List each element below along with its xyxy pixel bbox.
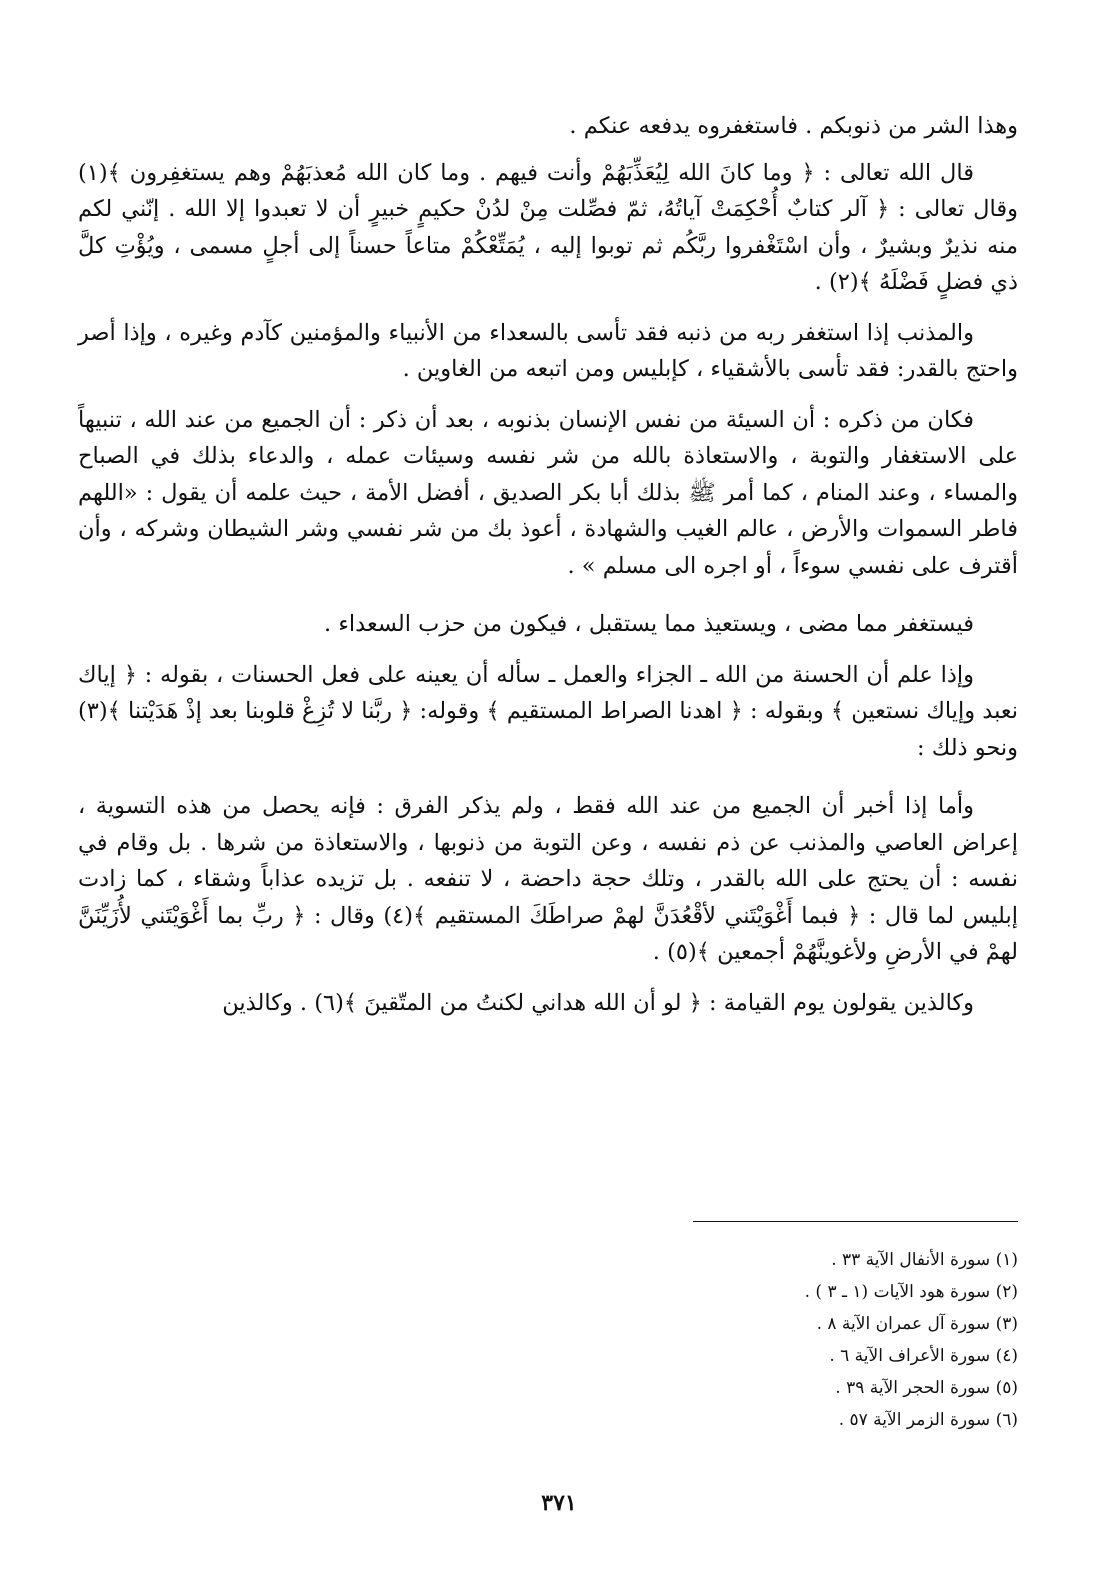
footnotes <box>318 1244 1018 1436</box>
footnote: (٦) سورة الزمر الآية ٥٧ . <box>838 1410 1018 1430</box>
footnote: (٤) سورة الأعراف الآية ٦ . <box>829 1346 1018 1366</box>
footnote: (٣) سورة آل عمران الآية ٨ . <box>816 1314 1018 1334</box>
paragraph: وإذا علم أن الحسنة من الله ـ الجزاء والعمل ـ سأله أن يعينه على فعل الحسنات ، بقوله : ﴿ إياك نعبد وإياك نستعين ﴾ وبقوله : ﴿ اهدنا الصراط المستقيم ﴾ وقوله: ﴿ ربَّنا لا تُزِغْ قلوبنا بعد إذْ هَدَيْتنا ﴾(٣) ونحو ذلك : <box>78 661 1018 761</box>
paragraph: وأما إذا أخبر أن الجميع من عند الله فقط ، ولم يذكر الفرق : فإنه يحصل من هذه التسوية ، إعراض العاصي والمذنب عن ذم نفسه ، وعن التوبة من ذنوبها ، والاستعاذة من شرها . بل وقام في نفسه : أن يحتج على الله بالقدر ، وتلك حجة داحضة ، لا تنفعه . بل تزيده عذاباً وشقاء ، كما زادت إبليس لما قال : ﴿ فبما أَغْوَيْتَني لأقْعُدَنَّ لهمْ صراطَكَ المستقيم ﴾(٤) وقال : ﴿ ربِّ بما أَغْوَيْتَني لأُزَيِّنَنَّ لهمْ في الأرضِ ولأغوينَّهُمْ أجمعين ﴾(٥) . <box>78 793 1019 965</box>
footnote: (٢) سورة هود الآيات (١ ـ ٣ ) . <box>804 1282 1018 1302</box>
paragraph: وهذا الشر من ذنوبكم . فاستغفروه يدفعه عنكم . <box>569 113 1018 139</box>
page-number: ٣٧١ <box>541 1490 577 1516</box>
footnote: (١) سورة الأنفال الآية ٣٣ . <box>831 1250 1018 1270</box>
footnote: (٥) سورة الحجر الآية ٣٩ . <box>835 1378 1018 1398</box>
paragraph: فكان من ذكره : أن السيئة من نفس الإنسان بذنوبه ، بعد أن ذكر : أن الجميع من عند الله ، تنبيهاً على الاستغفار والتوبة ، والاستعاذة بالله من شر نفسه وسيئات عمله ، والدعاء بذلك في الصباح والمساء ، وعند المنام ، كما أمر ﷺ بذلك أبا بكر الصديق ، أفضل الأمة ، حيث علمه أن يقول : «اللهم فاطر السموات والأرض ، عالم الغيب والشهادة ، أعوذ بك من شر نفسي وشر الشيطان وشركه ، وأن أقترف على نفسي سوءاً ، أو اجره الى مسلم » . <box>78 406 1018 579</box>
paragraph: والمذنب إذا استغفر ربه من ذنبه فقد تأسى بالسعداء من الأنبياء والمؤمنين كآدم وغيره ، وإذا أصر واحتج بالقدر: فقد تأسى بالأشقياء ، كإبليس ومن اتبعه من الغاوين . <box>78 319 1018 382</box>
paragraph: قال الله تعالى : ﴿ وما كانَ الله لِيُعَذِّبَهُمْ وأنت فيهم . وما كان الله مُعذبَهُمْ وهم يستغفِرون ﴾(١) وقال تعالى : ﴿ آلر كتابٌ أُحْكِمَتْ آياتُهُ، ثمّ فصِّلت مِنْ لدُنْ حكيمٍ خبيرٍ أن لا تعبدوا إلا الله . إنّني لكم منه نذيرٌ وبشيرٌ ، وأن اسْتَغْفروا ربَّكُم ثم توبوا إليه ، يُمَتِّعْكُمْ متاعاً حسناً إلى أجلٍ مسمى ، ويُؤْتِ كلَّ ذي فضلٍ فَضْلَهُ ﴾(٢) . <box>78 159 1018 295</box>
paragraph: فيستغفر مما مضى ، ويستعيذ مما يستقبل ، فيكون من حزب السعداء . <box>324 611 974 637</box>
paragraph: وكالذين يقولون يوم القيامة : ﴿ لو أن الله هداني لكنتُ من المتّقينَ ﴾(٦) . وكالذين <box>222 989 974 1016</box>
footnote-divider <box>693 1221 1018 1222</box>
page-body <box>78 108 1018 1035</box>
